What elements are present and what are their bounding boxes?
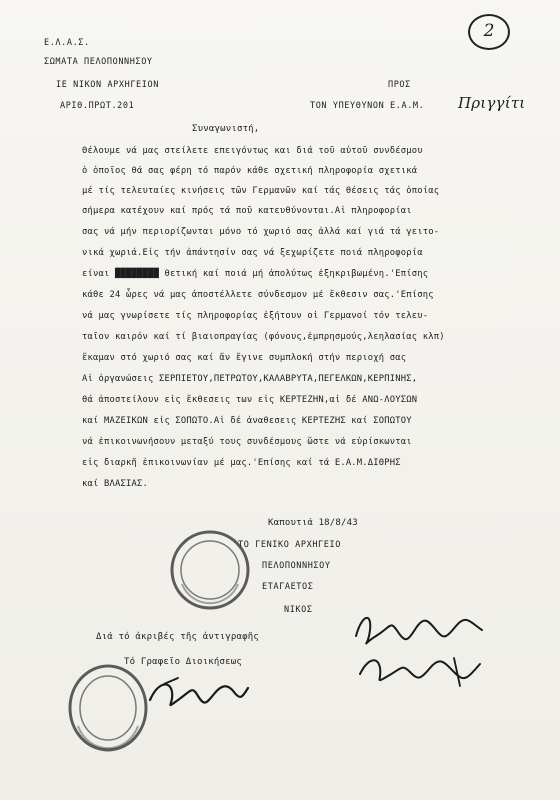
- recipient-handwritten: Πριγγίτι: [458, 94, 526, 112]
- page-number: 2: [468, 14, 510, 50]
- signatory-line-3: ΕΤΑΓΑΕΤΟΣ: [262, 582, 314, 592]
- org-line-3: ΙΕ ΝΙΚΟΝ ΑΡΧΗΓΕΙΟΝ: [56, 80, 159, 90]
- body-line: νά ἐπικοινωνήσουν μεταξύ τους συνδέσμους ὥστε νά εὑρίσκωνται: [82, 437, 412, 447]
- certify-line-1: Διά τό ἀκριβές τῆς ἀντιγραφῆς: [96, 632, 259, 642]
- org-line-1: Ε.Λ.Α.Σ.: [44, 38, 90, 48]
- body-line: ἔκαμαν στό χωριό σας καί ἄν ἔγινε συμπλοκή στήν περιοχή σας: [82, 353, 407, 363]
- body-line: νά μας γνωρίσετε τίς πληροφορίας ἐξήτουν οἱ Γερμανοί τόν τελευ-: [82, 311, 429, 321]
- body-line: Θέλουμε νά μας στείλετε επειγόντως και διά τοῦ αὐτοῦ συνδέσμου: [82, 146, 423, 156]
- org-line-2: ΣΩΜΑΤΑ ΠΕΛΟΠΟΝΝΗΣΟΥ: [44, 57, 153, 67]
- body-line: νικά χωριά.Εἰς τήν ἀπάντησίν σας νά ξεχωρίζετε ποιά πληροφορία: [82, 248, 423, 258]
- round-stamp-icon: [168, 528, 252, 612]
- body-line: εἰς διαρκῆ ἐπικοινωνίαν μέ μας.'Επίσης καί τά Ε.Α.Μ.ΔΙΘΡΗΣ: [82, 458, 401, 468]
- body-line: κάθε 24 ὧρες νά μας ἀποστέλλετε σύνδεσμον μέ ἔκθεσιν σας.'Επίσης: [82, 290, 434, 300]
- signatory-line-4: ΝΙΚΟΣ: [284, 605, 313, 615]
- signatory-line-2: ΠΕΛΟΠΟΝΝΗΣΟΥ: [262, 561, 331, 571]
- round-stamp-icon: [64, 660, 152, 756]
- signature-right-icon: [350, 606, 490, 702]
- to-label: ΠΡΟΣ: [388, 80, 411, 90]
- signature-left-icon: [144, 670, 254, 716]
- recipient: ΤΟΝ ΥΠΕΥΘΥΝΟΝ Ε.Α.Μ.: [310, 101, 425, 111]
- body-line: μέ τίς τελευταίες κινήσεις τῶν Γερμανῶν καί τάς θέσεις τάς ὁποίας: [82, 186, 440, 196]
- signatory-line-1: ΤΟ ΓΕΝΙΚΟ ΑΡΧΗΓΕΙΟ: [238, 540, 341, 550]
- body-line: Αἱ ὀργανώσεις ΣΕΡΠΙΕΤΟΥ,ΠΕΤΡΩΤΟΥ,ΚΑΛΑΒΡΥΤΑ,ΠΕΓΕΛΚΩΝ,ΚΕΡΠΙΝΗΣ,: [82, 374, 418, 384]
- reference-number: ΑΡΙΘ.ΠΡΩΤ.201: [60, 101, 135, 111]
- certify-line-2: Τό Γραφεῖο Διοικήσεως: [124, 657, 242, 667]
- body-line: σήμερα κατέχουν καί πρός τά ποῦ κατευθύνονται.Αἱ πληροφορίαι: [82, 206, 412, 216]
- body-line: καί ΒΛΑΣΙΑΣ.: [82, 479, 148, 489]
- body-line: ταῖον καιρόν καί τί βιαιοπραγίας (φόνους,ἐμπρησμούς,λεηλασίας κλπ): [82, 332, 445, 342]
- body-line: θά ἀποστείλουν εἰς ἔκθεσεις των εἰς ΚΕΡΤΕΖΗΝ,αἱ δέ ΑΝΩ-ΛΟΥΣΩΝ: [82, 395, 418, 405]
- body-line: καί ΜΑΖΕΙΚΩΝ εἰς ΣΟΠΩΤΟ.Αἱ δέ ἀναθεσεις ΚΕΡΤΕΖΗΣ καί ΣΟΠΩΤΟΥ: [82, 416, 412, 426]
- place-date: Καπουτιά 18/8/43: [268, 518, 358, 528]
- body-line: σας νά μήν περιορίζωνται μόνο τό χωριό σας ἀλλά καί γιά τά γειτο-: [82, 227, 440, 237]
- body-line: ὁ ὁποῖος θά σας φέρη τό παρόν κάθε σχετική πληροφορία σχετικά: [82, 166, 418, 176]
- salutation: Συναγωνιστή,: [192, 124, 260, 134]
- body-line: είναι ████████ θετική καί ποιά μή ἀπολύτως ἐξηκριβωμένη.'Επίσης: [82, 269, 429, 279]
